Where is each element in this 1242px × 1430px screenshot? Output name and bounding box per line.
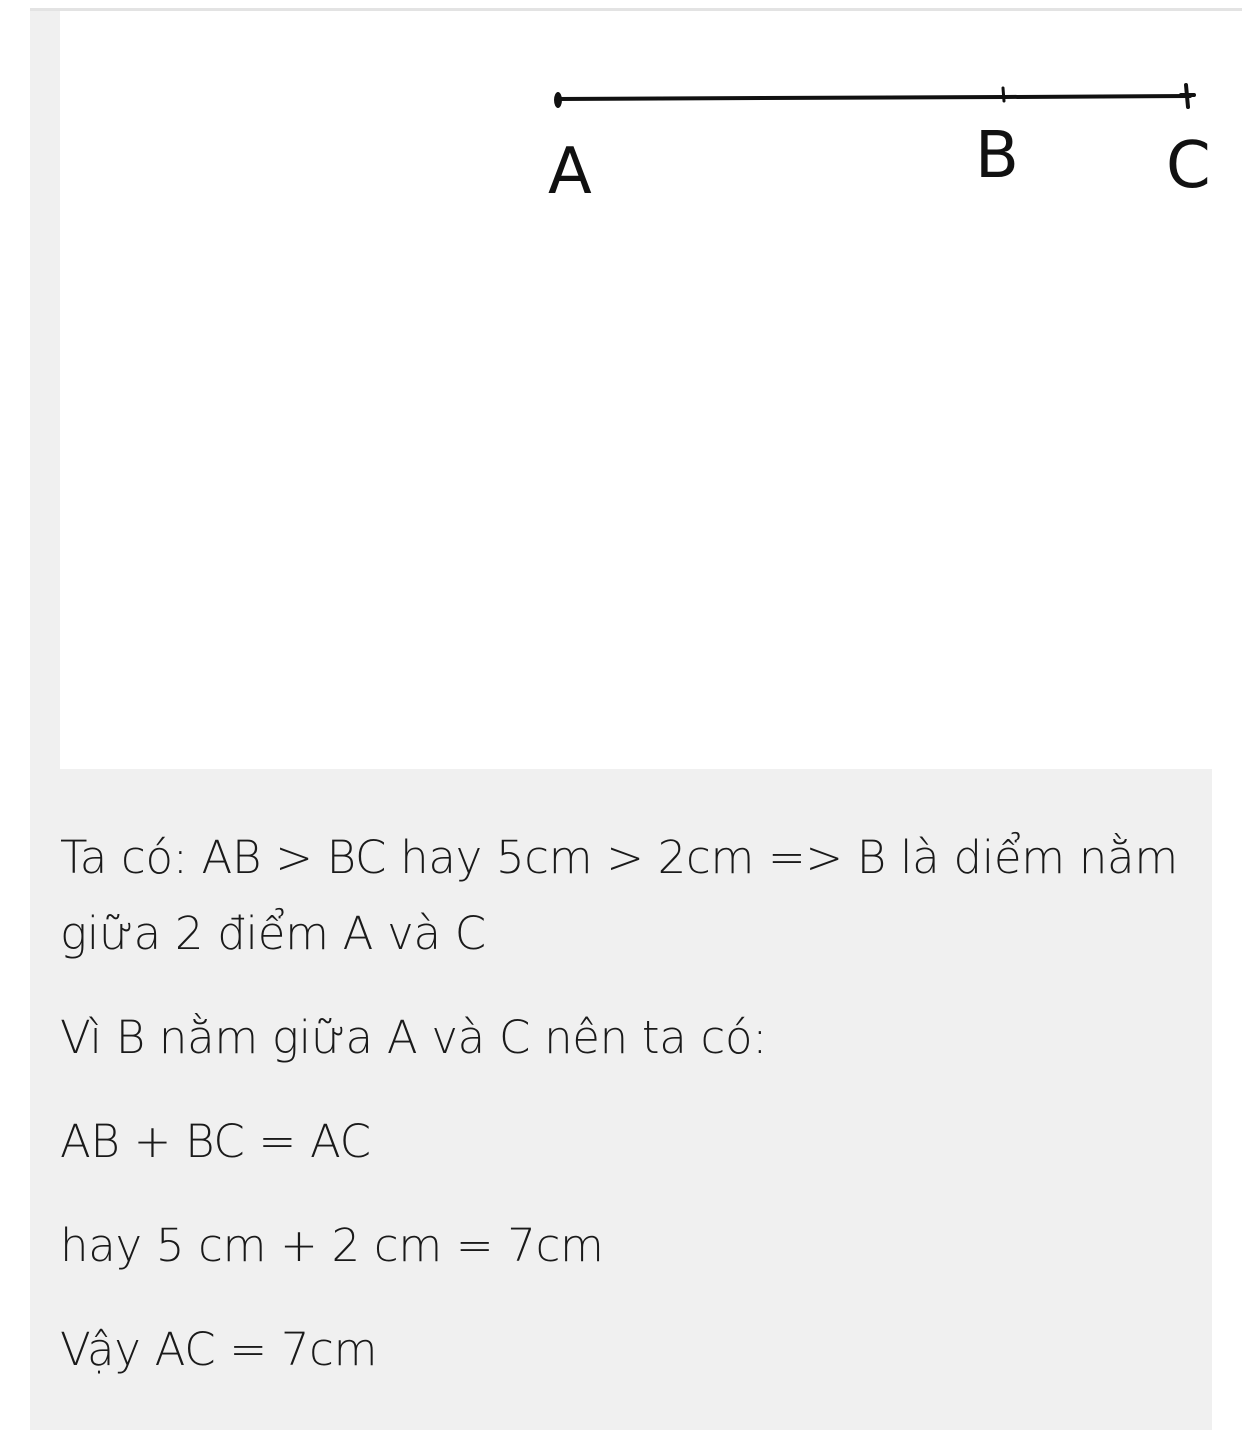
solution-line-3: AB + BC = AC (60, 1115, 371, 1168)
geometry-figure (60, 11, 1212, 769)
point-c-mark (1181, 85, 1194, 107)
point-a-mark (554, 92, 562, 108)
segment-ac (557, 96, 1190, 99)
point-b-label: B (975, 119, 1019, 193)
point-c-label: C (1166, 129, 1211, 203)
solution-line-4: hay 5 cm + 2 cm = 7cm (60, 1219, 604, 1272)
point-b-tick (1003, 88, 1004, 101)
point-a-label: A (548, 135, 592, 209)
solution-text (60, 820, 1190, 1416)
segment-diagram (60, 11, 1212, 769)
solution-line-1: Ta có: AB > BC hay 5cm > 2cm => B là diểm nằm giữa 2 điểm A và C (60, 831, 1178, 960)
solution-line-2: Vì B nằm giữa A và C nên ta có: (60, 1011, 768, 1064)
solution-line-5: Vậy AC = 7cm (60, 1323, 378, 1376)
